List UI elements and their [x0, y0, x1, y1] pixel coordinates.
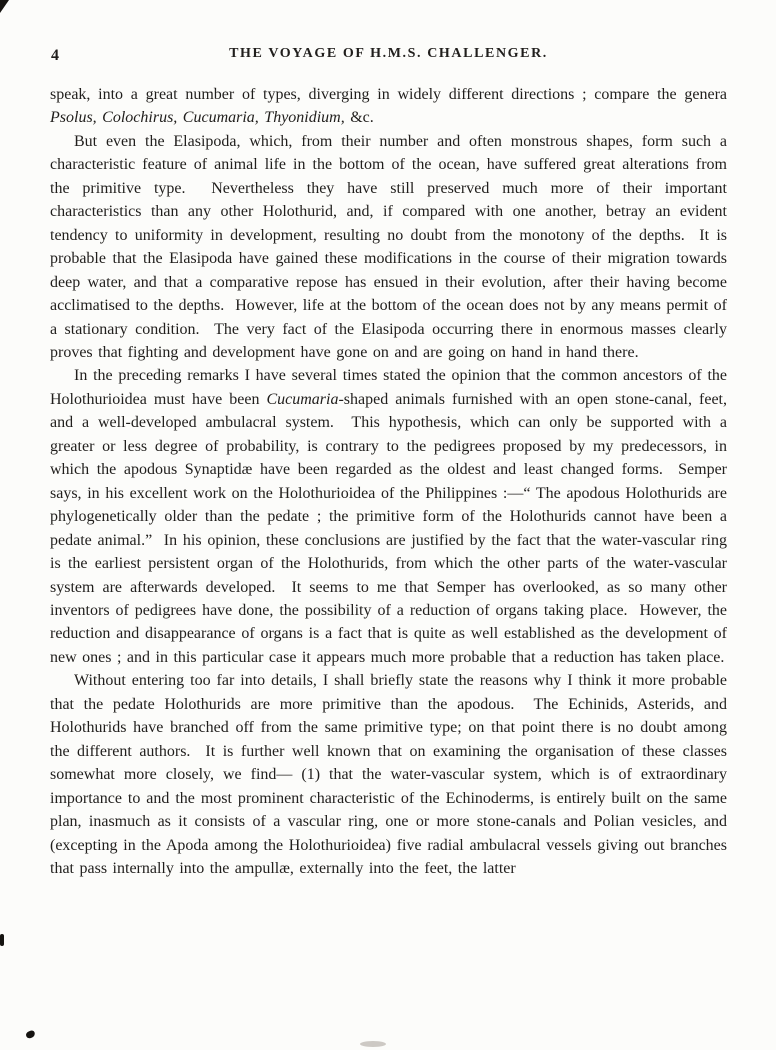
paragraph — [50, 83, 727, 130]
paragraph — [50, 130, 727, 365]
page-header — [50, 46, 727, 68]
scan-artifact — [0, 934, 4, 946]
text-run: Without entering too far into details, I shall briefly state the reasons why I think it more probable that the pedate Holothurids are more primitive than the apodous. The Echinids, Asterids, and Holothurids have branched off from the same primitive type; on that point there is no doubt among the different authors. It is further well known that on examining the organisation of these classes somewhat more closely, we find— (1) that the water-vascular system, which is of extraordinary importance to and the most prominent characteristic of the Echinoderms, is entirely built on the same plan, inasmuch as it consists of a vascular ring, one or more stone-canals and Polian vesicles, and (excepting in the Apoda among the Holothurioidea) five radial ambulacral vessels giving out branches that pass internally into the ampullæ, externally into the feet, the latter — [50, 672, 727, 877]
paragraph — [50, 364, 727, 669]
scan-artifact — [0, 0, 9, 13]
running-header: THE VOYAGE OF H.M.S. CHALLENGER. — [229, 46, 548, 61]
scan-artifact — [25, 1030, 36, 1040]
paragraph — [50, 669, 727, 880]
text-run: speak, into a great number of types, diverging in widely different directions ; compare the genera — [50, 86, 727, 103]
text-run: But even the Elasipoda, which, from their number and often monstrous shapes, form such a characteristic feature of animal life in the bottom of the ocean, have suffered great alterations from the primitive type. Nevertheless they have still preserved much more of their important characteristics than any other Holothurid, and, if compared with one another, betray an evident tendency to uniformity in development, resulting no doubt from the monotony of the depths. It is probable that the Elasipoda have gained these modifications in the course of their migration towards deep water, and that a comparative repose has ensued in their evolution, after their having become acclimatised to the depths. However, life at the bottom of the ocean does not by any means permit of a stationary condition. The very fact of the Elasipoda occurring there in enormous masses clearly proves that fighting and development have gone on and are going on hand in hand there. — [50, 132, 727, 361]
text-run: -shaped animals furnished with an open stone-canal, feet, and a well-developed ambulacral system. This hypothesis, which can only be supported with a greater or less degree of probability, is contrary to the pedigrees proposed by my predecessors, in which the apodous Synaptidæ have been regarded as the oldest and least changed forms. Semper says, in his excellent work on the Holothurioidea of the Philippines :—“ The apodous Holothurids are phylogenetically older than the pedate ; the primitive form of the Holothurids cannot have been a pedate animal.” In his opinion, these conclusions are justified by the fact that the water-vascular ring is the earliest persistent organ of the Holothurids, from which the other parts of the water-vascular system are afterwards developed. It seems to me that Semper has overlooked, as so many other inventors of pedigrees have done, the possibility of a reduction of organs taking place. However, the reduction and disappearance of organs is a fact that is quite as well established as the development of new ones ; and in this particular case it appears much more probable that a reduction has taken place. — [50, 390, 727, 666]
page-body — [50, 83, 727, 880]
text-run: In the preceding remarks I have several times stated the opinion that the common ancestors of the Holothurioidea must have been — [50, 367, 727, 408]
text-run: &c. — [344, 109, 374, 127]
italic-text-run: Cucumaria — [266, 390, 339, 408]
page-number: 4 — [51, 47, 59, 64]
scan-artifact — [360, 1041, 386, 1047]
italic-text-run: Psolus, Colochirus, Cucumaria, Thyonidium, — [50, 109, 345, 127]
